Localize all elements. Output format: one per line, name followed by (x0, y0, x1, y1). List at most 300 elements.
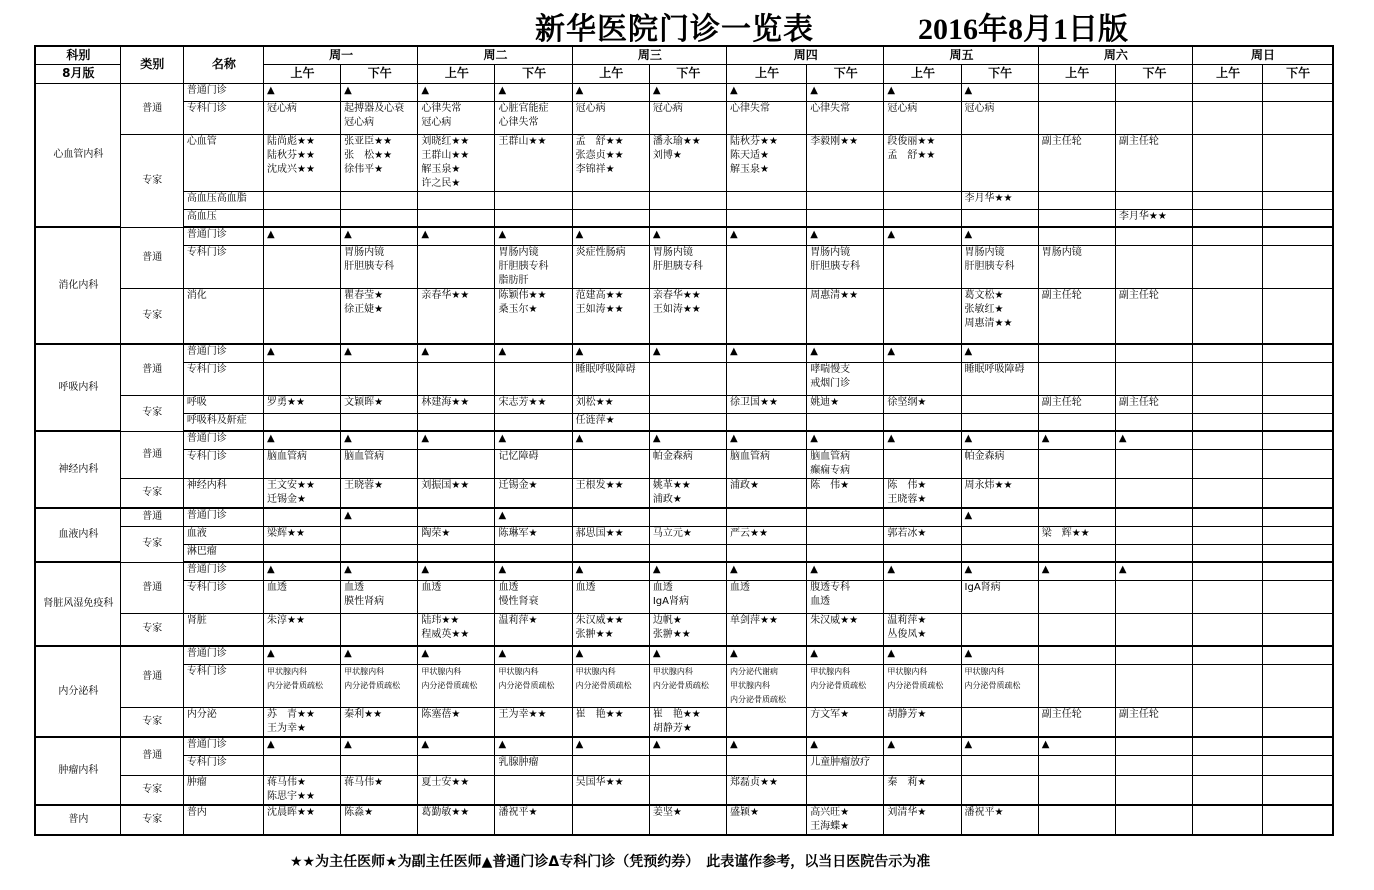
schedule-cell: 副主任轮 (1115, 707, 1192, 737)
schedule-cell (1115, 362, 1192, 395)
schedule-cell: ▲ (1115, 562, 1192, 580)
clinic-name-cell: 普通门诊 (183, 344, 263, 362)
schedule-cell: 蒋马伟★ (341, 775, 418, 805)
schedule-cell (418, 508, 495, 526)
schedule-cell (1263, 755, 1333, 775)
schedule-cell (1038, 664, 1115, 707)
schedule-cell: 任涟萍★ (572, 413, 649, 431)
schedule-cell (649, 395, 726, 413)
clinic-name-cell: 消化 (183, 288, 263, 344)
schedule-cell: ▲ (961, 227, 1038, 245)
schedule-cell: ▲ (649, 344, 726, 362)
schedule-cell (884, 508, 961, 526)
schedule-cell (263, 209, 340, 227)
schedule-cell: ▲ (649, 646, 726, 664)
schedule-cell: ▲ (263, 83, 340, 101)
schedule-cell (1038, 344, 1115, 362)
schedule-cell (341, 362, 418, 395)
category-cell: 专家 (120, 134, 183, 227)
schedule-cell (807, 191, 884, 209)
schedule-cell (495, 413, 572, 431)
schedule-cell: ▲ (884, 227, 961, 245)
table-row (35, 755, 1333, 775)
schedule-cell (1193, 544, 1263, 562)
schedule-cell: ▲ (263, 431, 340, 449)
pm-header: 下午 (341, 64, 418, 83)
category-cell: 专家 (120, 805, 183, 835)
schedule-cell (961, 755, 1038, 775)
schedule-body (35, 83, 1333, 835)
clinic-name-cell: 肿瘤 (183, 775, 263, 805)
schedule-cell: 方文军★ (807, 707, 884, 737)
schedule-cell (1193, 362, 1263, 395)
schedule-cell: 内分泌代谢病 甲状腺内科 内分泌骨质疏松 (727, 664, 807, 707)
table-row (35, 562, 1333, 580)
schedule-cell (884, 449, 961, 478)
schedule-cell (341, 526, 418, 544)
schedule-cell (1038, 613, 1115, 646)
schedule-cell: 炎症性肠病 (572, 245, 649, 288)
schedule-cell: 王为幸★★ (495, 707, 572, 737)
schedule-cell (1193, 83, 1263, 101)
clinic-name-cell: 专科门诊 (183, 664, 263, 707)
am-header: 上午 (418, 64, 495, 83)
table-row (35, 664, 1333, 707)
schedule-cell (1263, 580, 1333, 613)
schedule-cell: 郭若冰★ (884, 526, 961, 544)
schedule-cell (572, 508, 649, 526)
schedule-cell: 副主任轮 (1115, 134, 1192, 191)
schedule-cell (495, 362, 572, 395)
schedule-cell (1038, 478, 1115, 508)
schedule-cell (1038, 209, 1115, 227)
day-header: 周三 (572, 46, 726, 64)
clinic-name-cell: 专科门诊 (183, 245, 263, 288)
schedule-cell: 血透 (263, 580, 340, 613)
category-cell: 专家 (120, 775, 183, 805)
category-cell: 普通 (120, 562, 183, 613)
schedule-cell: 周永炜★★ (961, 478, 1038, 508)
schedule-cell: 甲状腺内科 内分泌骨质疏松 (884, 664, 961, 707)
schedule-cell: 朱汉威★★ 张翀★★ (572, 613, 649, 646)
department-name: 肿瘤内科 (35, 737, 120, 805)
schedule-cell (1115, 775, 1192, 805)
am-header: 上午 (727, 64, 807, 83)
schedule-cell: ▲ (961, 344, 1038, 362)
schedule-cell (884, 544, 961, 562)
schedule-cell: 副主任轮 (1038, 134, 1115, 191)
schedule-cell (1038, 646, 1115, 664)
schedule-cell (649, 209, 726, 227)
schedule-cell: 瞿春莹★ 徐正婕★ (341, 288, 418, 344)
schedule-cell: ▲ (418, 227, 495, 245)
schedule-cell: 潘永瑜★★ 刘博★ (649, 134, 726, 191)
day-header: 周日 (1193, 46, 1333, 64)
schedule-cell (1115, 544, 1192, 562)
schedule-cell (1038, 580, 1115, 613)
schedule-cell (884, 209, 961, 227)
schedule-cell: 段俊丽★★ 孟 舒★★ (884, 134, 961, 191)
table-row (35, 413, 1333, 431)
schedule-cell: 崔 艳★★ (572, 707, 649, 737)
schedule-cell: ▲ (263, 646, 340, 664)
schedule-cell: 哮喘慢支 戒烟门诊 (807, 362, 884, 395)
department-name: 神经内科 (35, 431, 120, 508)
schedule-cell (727, 413, 807, 431)
schedule-cell: 胃肠内镜 肝胆胰专科 (341, 245, 418, 288)
dept-header: 科别 (35, 46, 120, 64)
schedule-cell (1263, 134, 1333, 191)
schedule-cell: ▲ (727, 227, 807, 245)
schedule-cell: 血透 慢性肾衰 (495, 580, 572, 613)
schedule-cell: 刘晓红★★ 王群山★★ 解玉泉★ 许之民★ (418, 134, 495, 191)
schedule-cell: 腹透专科 血透 (807, 580, 884, 613)
schedule-cell: 甲状腺内科 内分泌骨质疏松 (807, 664, 884, 707)
am-header: 上午 (1193, 64, 1263, 83)
schedule-cell (1193, 526, 1263, 544)
schedule-cell (649, 191, 726, 209)
schedule-cell (1193, 134, 1263, 191)
schedule-cell (341, 755, 418, 775)
schedule-cell: 帕金森病 (649, 449, 726, 478)
schedule-cell (649, 362, 726, 395)
schedule-cell: ▲ (649, 431, 726, 449)
schedule-cell: ▲ (727, 737, 807, 755)
category-cell: 普通 (120, 508, 183, 526)
schedule-cell: 梁 辉★★ (1038, 526, 1115, 544)
clinic-name-cell: 普内 (183, 805, 263, 835)
schedule-cell: 范建高★★ 王如涛★★ (572, 288, 649, 344)
category-cell: 专家 (120, 288, 183, 344)
schedule-cell: ▲ (263, 562, 340, 580)
schedule-cell: 血透 膜性肾病 (341, 580, 418, 613)
schedule-cell (572, 544, 649, 562)
category-cell: 普通 (120, 646, 183, 707)
schedule-cell (961, 775, 1038, 805)
schedule-cell: IgA肾病 (961, 580, 1038, 613)
schedule-cell (1193, 101, 1263, 134)
schedule-cell (727, 362, 807, 395)
schedule-cell: 胃肠内镜 肝胆胰专科 (961, 245, 1038, 288)
schedule-cell: 吴国华★★ (572, 775, 649, 805)
schedule-cell (1263, 362, 1333, 395)
schedule-cell: 郑磊贞★★ (727, 775, 807, 805)
schedule-cell (1263, 737, 1333, 755)
schedule-cell (1038, 227, 1115, 245)
table-row (35, 288, 1333, 344)
table-row (35, 478, 1333, 508)
schedule-cell: ▲ (884, 83, 961, 101)
schedule-cell (341, 209, 418, 227)
schedule-cell (1263, 431, 1333, 449)
schedule-cell: 马立元★ (649, 526, 726, 544)
schedule-cell (884, 580, 961, 613)
clinic-name-cell: 专科门诊 (183, 755, 263, 775)
schedule-cell: 脑血管病 (341, 449, 418, 478)
table-row (35, 805, 1333, 835)
schedule-cell: 陆秋芬★★ 陈天适★ 解玉泉★ (727, 134, 807, 191)
schedule-cell (263, 245, 340, 288)
schedule-cell (1193, 449, 1263, 478)
schedule-cell: 甲状腺内科 内分泌骨质疏松 (649, 664, 726, 707)
schedule-cell: ▲ (495, 737, 572, 755)
schedule-cell (1115, 737, 1192, 755)
schedule-cell (1263, 191, 1333, 209)
clinic-name-cell: 高血压 (183, 209, 263, 227)
schedule-cell: ▲ (807, 83, 884, 101)
schedule-cell: ▲ (807, 431, 884, 449)
schedule-cell (1115, 191, 1192, 209)
schedule-cell: ▲ (572, 344, 649, 362)
pm-header: 下午 (961, 64, 1038, 83)
day-header: 周五 (884, 46, 1038, 64)
schedule-cell (807, 413, 884, 431)
schedule-cell: ▲ (884, 737, 961, 755)
schedule-cell: 甲状腺内科 内分泌骨质疏松 (341, 664, 418, 707)
schedule-cell: 血透 (727, 580, 807, 613)
schedule-cell (727, 508, 807, 526)
schedule-cell (418, 245, 495, 288)
schedule-cell: 陈琳军★ (495, 526, 572, 544)
schedule-cell: 蒋马伟★ 陈思宇★★ (263, 775, 340, 805)
table-row (35, 395, 1333, 413)
schedule-cell: ▲ (649, 227, 726, 245)
schedule-cell: 甲状腺内科 内分泌骨质疏松 (495, 664, 572, 707)
schedule-cell (1193, 227, 1263, 245)
schedule-cell: 徐卫国★★ (727, 395, 807, 413)
schedule-cell: ▲ (341, 431, 418, 449)
schedule-cell: 王群山★★ (495, 134, 572, 191)
schedule-cell (1038, 362, 1115, 395)
schedule-cell (1193, 646, 1263, 664)
category-cell: 专家 (120, 707, 183, 737)
schedule-cell: ▲ (418, 83, 495, 101)
schedule-cell: ▲ (418, 646, 495, 664)
category-cell: 普通 (120, 737, 183, 775)
schedule-cell: 甲状腺内科 内分泌骨质疏松 (572, 664, 649, 707)
schedule-cell: ▲ (727, 562, 807, 580)
schedule-cell (418, 191, 495, 209)
schedule-cell (649, 755, 726, 775)
clinic-name-cell: 普通门诊 (183, 431, 263, 449)
schedule-cell: 周惠清★★ (807, 288, 884, 344)
schedule-cell: 王晓蓉★ (341, 478, 418, 508)
schedule-cell: 秦利★★ (341, 707, 418, 737)
schedule-cell (1263, 613, 1333, 646)
schedule-cell: ▲ (572, 562, 649, 580)
schedule-cell (418, 449, 495, 478)
table-row (35, 227, 1333, 245)
schedule-cell (807, 775, 884, 805)
schedule-cell: ▲ (263, 737, 340, 755)
schedule-cell: ▲ (341, 737, 418, 755)
schedule-cell (418, 755, 495, 775)
table-row (35, 362, 1333, 395)
clinic-name-cell: 专科门诊 (183, 101, 263, 134)
schedule-cell (495, 775, 572, 805)
schedule-cell: 刘振国★★ (418, 478, 495, 508)
schedule-cell (263, 191, 340, 209)
schedule-cell: 潘祝平★ (495, 805, 572, 835)
schedule-cell (495, 191, 572, 209)
schedule-cell (1038, 413, 1115, 431)
schedule-cell: 郝思国★★ (572, 526, 649, 544)
clinic-name-cell: 心血管 (183, 134, 263, 191)
category-header: 类别 (120, 46, 183, 83)
schedule-cell: 胃肠内镜 肝胆胰专科 脂肪肝 (495, 245, 572, 288)
schedule-cell (727, 209, 807, 227)
schedule-cell: 起搏器及心衰 冠心病 (341, 101, 418, 134)
schedule-cell (1115, 478, 1192, 508)
schedule-cell: 心脏官能症 心律失常 (495, 101, 572, 134)
schedule-cell: 夏士安★★ (418, 775, 495, 805)
schedule-cell: ▲ (495, 431, 572, 449)
pm-header: 下午 (495, 64, 572, 83)
schedule-cell: 甲状腺内科 内分泌骨质疏松 (418, 664, 495, 707)
schedule-cell (1263, 449, 1333, 478)
schedule-cell: 陶荣★ (418, 526, 495, 544)
category-cell: 普通 (120, 431, 183, 478)
schedule-cell (1038, 755, 1115, 775)
schedule-cell (1263, 562, 1333, 580)
schedule-cell (727, 288, 807, 344)
schedule-cell: ▲ (341, 646, 418, 664)
table-row (35, 431, 1333, 449)
schedule-cell: 严云★★ (727, 526, 807, 544)
schedule-cell: ▲ (1115, 431, 1192, 449)
schedule-cell: ▲ (727, 83, 807, 101)
schedule-cell: ▲ (418, 344, 495, 362)
schedule-cell (1115, 101, 1192, 134)
clinic-name-cell: 专科门诊 (183, 580, 263, 613)
schedule-cell: 温莉萍★ (495, 613, 572, 646)
schedule-cell: 胃肠内镜 肝胆胰专科 (807, 245, 884, 288)
category-cell: 专家 (120, 395, 183, 431)
schedule-cell: ▲ (961, 646, 1038, 664)
schedule-cell: 朱淳★★ (263, 613, 340, 646)
schedule-cell (961, 707, 1038, 737)
clinic-name-cell: 普通门诊 (183, 227, 263, 245)
clinic-name-cell: 呼吸科及鼾症 (183, 413, 263, 431)
schedule-cell: 心律失常 冠心病 (418, 101, 495, 134)
schedule-cell: ▲ (263, 227, 340, 245)
schedule-cell (1193, 613, 1263, 646)
schedule-cell: ▲ (572, 83, 649, 101)
schedule-cell (1038, 508, 1115, 526)
clinic-name-cell: 普通门诊 (183, 562, 263, 580)
schedule-cell (961, 413, 1038, 431)
schedule-cell: 沈晨晖★★ (263, 805, 340, 835)
department-name: 呼吸内科 (35, 344, 120, 431)
schedule-cell: 甲状腺内科 内分泌骨质疏松 (263, 664, 340, 707)
schedule-cell: 姚迪★ (807, 395, 884, 413)
schedule-cell (572, 755, 649, 775)
schedule-cell: 副主任轮 (1038, 707, 1115, 737)
schedule-cell (1193, 245, 1263, 288)
schedule-cell: ▲ (961, 508, 1038, 526)
schedule-cell: 脑血管病 癫痫专病 (807, 449, 884, 478)
table-row (35, 344, 1333, 362)
schedule-cell (495, 209, 572, 227)
schedule-cell (884, 288, 961, 344)
clinic-name-cell: 普通门诊 (183, 646, 263, 664)
schedule-cell: 葛文松★ 张敏红★ 周惠清★★ (961, 288, 1038, 344)
schedule-cell: 记忆障碍 (495, 449, 572, 478)
schedule-cell (263, 508, 340, 526)
schedule-cell: 单剑萍★★ (727, 613, 807, 646)
schedule-cell (1115, 449, 1192, 478)
table-row (35, 646, 1333, 664)
schedule-cell: 李月华★★ (961, 191, 1038, 209)
day-header: 周一 (263, 46, 417, 64)
schedule-cell: 胃肠内镜 肝胆胰专科 (649, 245, 726, 288)
schedule-cell (1193, 395, 1263, 413)
schedule-cell: ▲ (884, 646, 961, 664)
schedule-cell: 秦 莉★ (884, 775, 961, 805)
schedule-cell: 帕金森病 (961, 449, 1038, 478)
schedule-cell: ▲ (884, 344, 961, 362)
schedule-cell (1115, 344, 1192, 362)
schedule-cell (1115, 805, 1192, 835)
schedule-cell (1263, 227, 1333, 245)
schedule-cell: 文颖晖★ (341, 395, 418, 413)
schedule-cell: ▲ (807, 646, 884, 664)
department-name: 心血管内科 (35, 83, 120, 227)
schedule-cell (961, 613, 1038, 646)
page-title: 新华医院门诊一览表 (535, 13, 814, 46)
schedule-cell (263, 544, 340, 562)
schedule-cell: 血透 IgA肾病 (649, 580, 726, 613)
schedule-cell (961, 134, 1038, 191)
schedule-cell: 陈 伟★ (807, 478, 884, 508)
schedule-cell (1115, 755, 1192, 775)
schedule-cell: 陈颖伟★★ 桑玉尔★ (495, 288, 572, 344)
table-row (35, 526, 1333, 544)
schedule-cell (341, 613, 418, 646)
schedule-cell (572, 191, 649, 209)
schedule-cell (727, 245, 807, 288)
schedule-cell: 姜坚★ (649, 805, 726, 835)
table-row (35, 508, 1333, 526)
schedule-cell (884, 245, 961, 288)
table-row (35, 775, 1333, 805)
schedule-cell (884, 191, 961, 209)
schedule-cell (1193, 508, 1263, 526)
schedule-cell: 副主任轮 (1038, 288, 1115, 344)
schedule-cell (649, 544, 726, 562)
schedule-cell: 刘清华★ (884, 805, 961, 835)
clinic-name-cell: 内分泌 (183, 707, 263, 737)
schedule-cell: ▲ (807, 227, 884, 245)
clinic-name-cell: 专科门诊 (183, 449, 263, 478)
table-row (35, 83, 1333, 101)
schedule-cell: ▲ (418, 562, 495, 580)
clinic-name-cell: 普通门诊 (183, 508, 263, 526)
schedule-cell: 温莉萍★ 丛俊凤★ (884, 613, 961, 646)
schedule-cell (1263, 83, 1333, 101)
department-name: 内分泌科 (35, 646, 120, 737)
schedule-cell (649, 413, 726, 431)
schedule-cell (961, 209, 1038, 227)
schedule-cell (572, 805, 649, 835)
day-header: 周四 (727, 46, 884, 64)
schedule-cell: 孟 舒★★ 张悫贞★★ 李锦祥★ (572, 134, 649, 191)
schedule-cell (807, 544, 884, 562)
schedule-cell: 冠心病 (649, 101, 726, 134)
legend-footer: ★★为主任医师★为副主任医师▲普通门诊Δ专科门诊（凭预约券） 此表谨作参考，以当日医院告示为准 (290, 854, 931, 870)
schedule-cell: 副主任轮 (1115, 395, 1192, 413)
schedule-cell (418, 209, 495, 227)
